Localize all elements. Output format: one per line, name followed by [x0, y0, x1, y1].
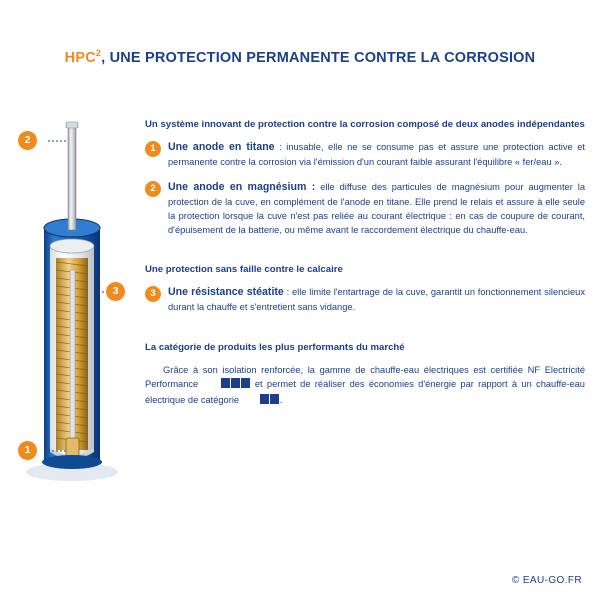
bullet-strong-titanium: Une anode en titane: [168, 140, 275, 153]
water-heater-svg: [10, 100, 150, 490]
insulation-top: [50, 239, 94, 253]
bullet-body-steatite: : elle limite l'entartrage de la cuve, garantit un fonctionnement silencieux durant la chauffe et s'entretient sans vidange.: [168, 287, 585, 313]
spacer-1: [145, 247, 585, 263]
page-title-rest: , UNE PROTECTION PERMANENTE CONTRE LA CORROSION: [101, 49, 536, 66]
spacer-2: [145, 325, 585, 341]
footer-credit: © EAU-GO.FR: [511, 575, 582, 586]
paragraph-category: [145, 363, 585, 408]
rating-high-icon: [203, 378, 251, 392]
section-heading-corrosion: Un système innovant de protection contre la corrosion composé de deux anodes indépendantes: [145, 119, 585, 130]
bullet-body-titanium: : inusable, elle ne se consume pas et assure une protection active et permanente contre la corrosion via l'émission d'un courant faible assurant l'équilibre « fer/eau ».: [168, 141, 585, 167]
magnesium-anode-rod: [70, 270, 75, 446]
bullet-number-3: 3: [145, 286, 161, 302]
bullet-item-titanium-anode: [145, 140, 585, 170]
callout-badge-2[interactable]: 2: [18, 131, 37, 150]
anode-rod-head: [66, 122, 78, 128]
bullet-item-magnesium-anode: [145, 180, 585, 238]
section-heading-limescale: Une protection sans faille contre le calcaire: [145, 264, 343, 276]
paragraph-part-3: .: [279, 394, 283, 405]
page-title-superscript: 2: [95, 48, 102, 58]
callout-badge-1[interactable]: 1: [18, 441, 37, 460]
water-heater-illustration: [10, 100, 150, 490]
bullet-number-1: 1: [145, 141, 161, 157]
bullet-strong-steatite: Une résistance stéatite: [168, 286, 284, 299]
bullet-body-magnesium: elle diffuse des particules de magnésium pour augmenter la protection de la cuve, en complément de l'anode en titane. Elle prend le relais et assure à elle seule la protection lorsque la cuve n'est pas reliée au courant électrique : en cas de coupure de courant, d'épuisement de la batterie, ou même avant le raccordement électrique du chauffe-eau.: [168, 181, 586, 235]
paragraph-part-1: Grâce à son isolation renforcée, la gamme de chauffe-eau électriques est certifiée NF Electricité Performance: [145, 365, 585, 390]
page-title: [0, 48, 600, 66]
tank-base: [42, 455, 102, 469]
paragraph-part-2: et permet de réaliser des économies d'énergie par rapport à un chauffe-eau électrique de catégorie: [145, 379, 585, 405]
page-title-lead: HPC: [64, 49, 96, 66]
titanium-anode-rod: [68, 126, 76, 230]
rating-low-icon: [242, 394, 280, 408]
bullet-item-steatite-resistance: [145, 285, 585, 315]
bullet-text-titanium-anode: [168, 140, 585, 170]
callout-badge-3[interactable]: 3: [106, 282, 125, 301]
content-column: [145, 118, 585, 408]
bullet-text-steatite-resistance: [168, 285, 585, 315]
bullet-strong-magnesium: Une anode en magnésium :: [168, 180, 316, 193]
section-heading-category: La catégorie de produits les plus performants du marché: [145, 342, 405, 354]
bullet-number-2: 2: [145, 181, 161, 197]
bullet-text-magnesium-anode: [168, 180, 585, 238]
